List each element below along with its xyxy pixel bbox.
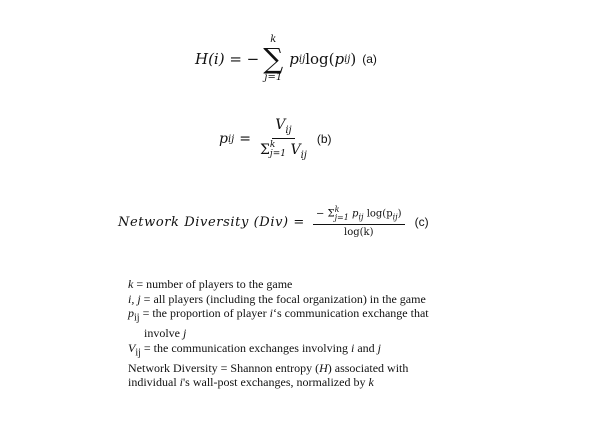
- def-text: individual: [128, 375, 180, 390]
- eq-a-sum-upper: k: [270, 34, 277, 45]
- def-var3: j: [377, 340, 381, 355]
- eq-a-p2: p: [334, 50, 345, 68]
- eq-b-den-sum: Σ: [260, 142, 270, 158]
- def-text: involve: [144, 326, 183, 341]
- def-text: Network Diversity = Shannon entropy (: [128, 360, 320, 375]
- eq-a-p-sub: ij: [298, 53, 306, 65]
- eq-b-lhs: p: [219, 131, 228, 147]
- def-var2: i: [179, 375, 184, 390]
- equation-c: [118, 200, 429, 244]
- definition-line: [128, 326, 508, 341]
- def-var-sub: ij: [134, 312, 140, 324]
- eq-b-lhs-sub: ij: [227, 133, 235, 145]
- equation-b: [219, 112, 332, 166]
- eq-a-tag: (a): [362, 52, 377, 66]
- eq-a-lhs: H(i) = −: [195, 50, 260, 68]
- eq-c-num-lead: − Σ: [315, 208, 335, 220]
- eq-c-num-p: p: [352, 208, 359, 220]
- eq-c-num-close: ): [397, 208, 402, 220]
- eq-a-p2-sub: ij: [344, 53, 351, 65]
- def-var2: i: [269, 306, 273, 321]
- eq-c-num-log: log(p: [366, 208, 393, 220]
- def-text2: ‘s communication exchange that: [272, 306, 429, 321]
- sigma-symbol: ∑: [263, 42, 284, 75]
- def-var2: j: [183, 326, 187, 341]
- eq-b-num-v: V: [275, 117, 286, 134]
- definitions-list: [128, 277, 508, 390]
- eq-c-numerator: [313, 206, 405, 225]
- eq-c-num-log-sub: ij: [392, 212, 398, 222]
- definition-line: [128, 361, 508, 376]
- eq-a-p: p: [289, 50, 299, 68]
- def-text: = number of players to the game: [133, 277, 293, 291]
- eq-b-den-v: V: [290, 142, 301, 158]
- eq-c-num-sub: j=1: [334, 213, 349, 222]
- eq-b-den-sup: k: [269, 140, 276, 150]
- eq-b-equals: =: [239, 131, 252, 147]
- equation-a: [195, 30, 377, 88]
- eq-b-den-sub: j=1: [269, 149, 286, 159]
- eq-a-close: ): [350, 50, 357, 68]
- eq-b-den-v-sub: ij: [300, 149, 307, 161]
- eq-c-fraction: [313, 206, 405, 238]
- definition-line: [128, 375, 508, 390]
- eq-c-denominator: log(k): [344, 227, 374, 238]
- eq-a-sum-lower: j=1: [264, 72, 283, 83]
- def-text: = the proportion of player: [139, 306, 270, 321]
- def-text: = all players (including the focal organization) in the game: [140, 291, 426, 306]
- definition-line: [128, 277, 508, 292]
- def-var2: H: [319, 360, 328, 375]
- def-var: V: [128, 340, 136, 355]
- eq-c-num-p-sub: ij: [358, 212, 364, 222]
- eq-a-log: log(: [305, 50, 335, 68]
- def-var-sub: ij: [135, 347, 141, 359]
- eq-a-summation: [263, 35, 283, 83]
- definition-line: [128, 306, 508, 326]
- def-var: k: [128, 277, 134, 291]
- eq-c-lhs: Network Diversity (Div) =: [118, 214, 305, 230]
- eq-b-numerator: [272, 117, 294, 139]
- definition-line: [128, 341, 508, 361]
- def-var2: i: [350, 340, 355, 355]
- def-text2: ) associated with: [327, 360, 409, 375]
- eq-c-tag: (c): [414, 215, 429, 229]
- eq-b-tag: (b): [316, 132, 332, 146]
- eq-b-fraction: [260, 117, 307, 161]
- def-text2: 's wall-post exchanges, normalized by: [183, 375, 369, 390]
- def-text: = the communication exchanges involving: [140, 340, 351, 355]
- eq-c-num-sup: k: [334, 205, 340, 214]
- eq-b-num-sub: ij: [285, 125, 292, 136]
- def-text2: and: [354, 340, 378, 355]
- def-var: p: [128, 306, 134, 321]
- definition-line: [128, 292, 508, 307]
- eq-b-denominator: [260, 139, 307, 161]
- def-var3: k: [368, 375, 374, 390]
- def-var: i, j: [128, 291, 141, 306]
